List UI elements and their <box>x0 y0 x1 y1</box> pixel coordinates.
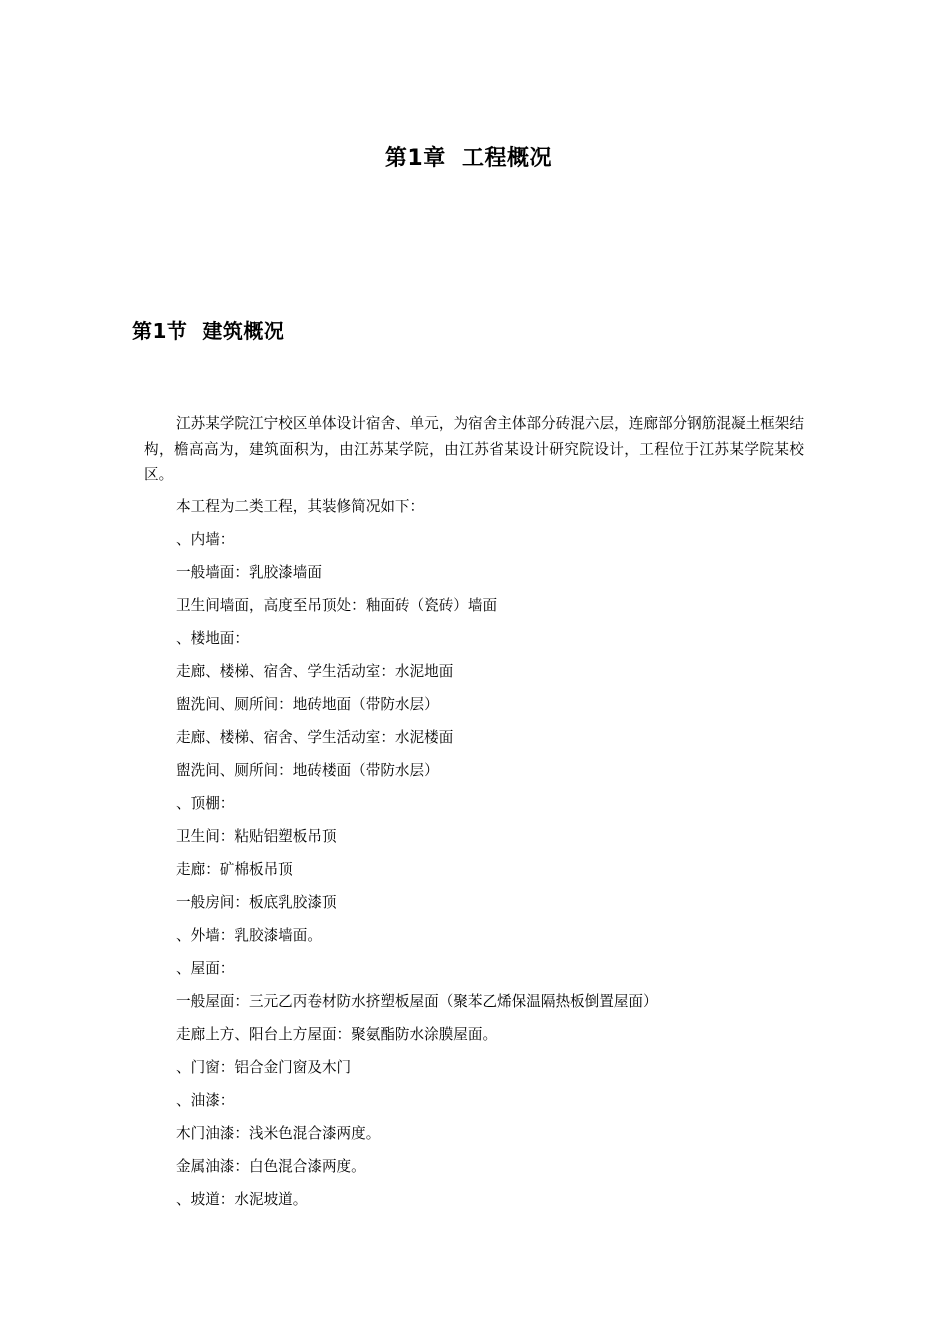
list-item: 、内墙： <box>176 531 235 548</box>
list-item: 、外墙：乳胶漆墙面。 <box>176 927 322 944</box>
list-item: 一般墙面：乳胶漆墙面 <box>176 564 322 581</box>
list-item: 金属油漆：白色混合漆两度。 <box>176 1158 366 1175</box>
list-item: 盥洗间、厕所间：地砖楼面（带防水层） <box>176 762 439 779</box>
list-item: 卫生间：粘贴铝塑板吊顶 <box>176 828 337 845</box>
list-item: 、门窗：铝合金门窗及木门 <box>176 1059 352 1076</box>
list-item: 一般房间：板底乳胶漆顶 <box>176 894 337 911</box>
list-item: 、油漆： <box>176 1092 235 1109</box>
list-item: 卫生间墙面，高度至吊顶处：釉面砖（瓷砖）墙面 <box>176 597 498 614</box>
intro-paragraph: 江苏某学院江宁校区单体设计宿舍、单元，为宿舍主体部分砖混六层，连廊部分钢筋混凝土框架结构，檐高高为，建筑面积为，由江苏某学院，由江苏省某设计研究院设计，工程位于江苏某学院某校区。 <box>144 415 804 483</box>
list-item: 、坡道：水泥坡道。 <box>176 1191 308 1208</box>
list-item: 一般屋面：三元乙丙卷材防水挤塑板屋面（聚苯乙烯保温隔热板倒置屋面） <box>176 993 658 1010</box>
list-item: 木门油漆：浅米色混合漆两度。 <box>176 1125 381 1142</box>
section-title: 第1节 建筑概况 <box>132 319 285 343</box>
decoration-list <box>176 495 658 1221</box>
list-item: 走廊：矿棉板吊顶 <box>176 861 293 878</box>
chapter-title: 第1章 工程概况 <box>384 146 553 171</box>
list-item: 本工程为二类工程，其装修简况如下： <box>176 498 425 515</box>
list-item: 盥洗间、厕所间：地砖地面（带防水层） <box>176 696 439 713</box>
list-item: 、顶棚： <box>176 795 235 812</box>
list-item: 、楼地面： <box>176 630 249 647</box>
list-item: 、屋面： <box>176 960 235 977</box>
list-item: 走廊上方、阳台上方屋面：聚氨酯防水涂膜屋面。 <box>176 1026 498 1043</box>
list-item: 走廊、楼梯、宿舍、学生活动室：水泥地面 <box>176 663 454 680</box>
list-item: 走廊、楼梯、宿舍、学生活动室：水泥楼面 <box>176 729 454 746</box>
